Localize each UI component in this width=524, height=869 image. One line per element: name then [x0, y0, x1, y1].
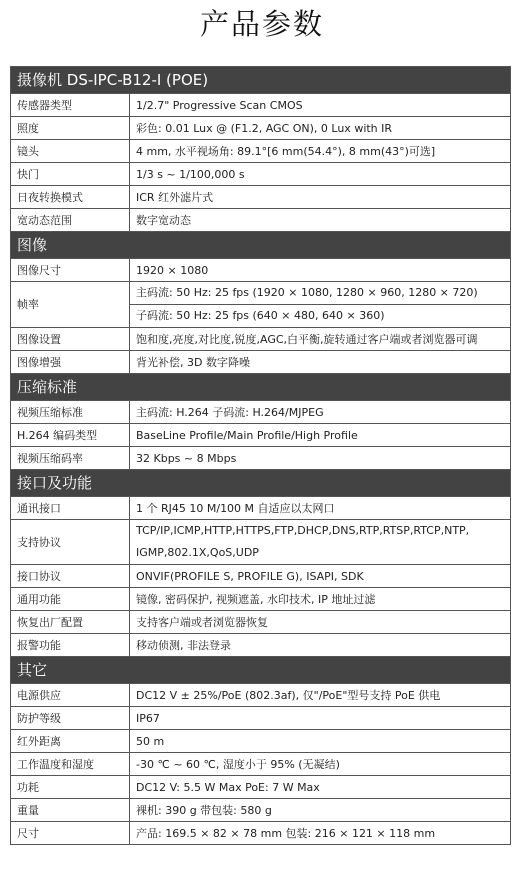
spec-label: 防护等级 — [11, 707, 130, 730]
spec-row — [11, 776, 511, 799]
spec-value: 彩色: 0.01 Lux @ (F1.2, AGC ON), 0 Lux with IR — [130, 117, 511, 140]
section-title: 接口及功能 — [11, 470, 511, 497]
section-header — [11, 232, 511, 259]
spec-label: 图像设置 — [11, 328, 130, 351]
spec-row — [11, 186, 511, 209]
spec-value — [130, 282, 511, 328]
spec-row — [11, 611, 511, 634]
spec-row — [11, 94, 511, 117]
section-header — [11, 470, 511, 497]
spec-row — [11, 565, 511, 588]
spec-row — [11, 497, 511, 520]
spec-label: 图像增强 — [11, 351, 130, 374]
spec-value: 移动侦测, 非法登录 — [130, 634, 511, 657]
spec-label: 红外距离 — [11, 730, 130, 753]
spec-label: 接口协议 — [11, 565, 130, 588]
spec-value: 背光补偿, 3D 数字降噪 — [130, 351, 511, 374]
spec-value — [130, 520, 511, 565]
spec-value: 饱和度,亮度,对比度,锐度,AGC,白平衡,旋转通过客户端或者浏览器可调 — [130, 328, 511, 351]
page-title: 产品参数 — [199, 7, 324, 41]
spec-value-line: 子码流: 50 Hz: 25 fps (640 × 480, 640 × 360) — [130, 304, 510, 327]
spec-row — [11, 822, 511, 845]
spec-row — [11, 753, 511, 776]
spec-value: 数字宽动态 — [130, 209, 511, 232]
spec-row — [11, 209, 511, 232]
spec-label: 宽动态范围 — [11, 209, 130, 232]
spec-label: 支持协议 — [11, 520, 130, 565]
spec-value-line: TCP/IP,ICMP,HTTP,HTTPS,FTP,DHCP,DNS,RTP,RTSP,RTCP,NTP, — [136, 524, 470, 537]
spec-value: 镜像, 密码保护, 视频遮盖, 水印技术, IP 地址过滤 — [130, 588, 511, 611]
section-header — [11, 67, 511, 94]
spec-label: 照度 — [11, 117, 130, 140]
section-title: 压缩标准 — [11, 374, 511, 401]
spec-label: 重量 — [11, 799, 130, 822]
spec-row — [11, 684, 511, 707]
spec-label: 电源供应 — [11, 684, 130, 707]
section-title: 其它 — [11, 657, 511, 684]
spec-value: 50 m — [130, 730, 511, 753]
spec-value: ONVIF(PROFILE S, PROFILE G), ISAPI, SDK — [130, 565, 511, 588]
spec-value-line: IGMP,802.1X,QoS,UDP — [136, 546, 259, 559]
spec-row — [11, 447, 511, 470]
spec-label: 功耗 — [11, 776, 130, 799]
spec-label: 日夜转换模式 — [11, 186, 130, 209]
spec-value: 产品: 169.5 × 82 × 78 mm 包装: 216 × 121 × 118 mm — [130, 822, 511, 845]
spec-value: DC12 V ± 25%/PoE (802.3af), 仅"/PoE"型号支持 PoE 供电 — [130, 684, 511, 707]
spec-value: 裸机: 390 g 带包装: 580 g — [130, 799, 511, 822]
spec-label: 报警功能 — [11, 634, 130, 657]
spec-row — [11, 424, 511, 447]
spec-label: H.264 编码类型 — [11, 424, 130, 447]
spec-row — [11, 520, 511, 565]
section-title: 图像 — [11, 232, 511, 259]
spec-label: 帧率 — [11, 282, 130, 328]
spec-label: 工作温度和湿度 — [11, 753, 130, 776]
spec-row — [11, 117, 511, 140]
spec-value: 1 个 RJ45 10 M/100 M 自适应以太网口 — [130, 497, 511, 520]
spec-label: 传感器类型 — [11, 94, 130, 117]
spec-label: 镜头 — [11, 140, 130, 163]
spec-value-line: 主码流: 50 Hz: 25 fps (1920 × 1080, 1280 × 960, 1280 × 720) — [136, 286, 478, 299]
spec-value: DC12 V: 5.5 W Max PoE: 7 W Max — [130, 776, 511, 799]
spec-value: 支持客户端或者浏览器恢复 — [130, 611, 511, 634]
spec-value: 32 Kbps ~ 8 Mbps — [130, 447, 511, 470]
spec-row — [11, 634, 511, 657]
spec-value: ICR 红外滤片式 — [130, 186, 511, 209]
spec-value: 4 mm, 水平视场角: 89.1°[6 mm(54.4°), 8 mm(43°)可选] — [130, 140, 511, 163]
spec-row — [11, 163, 511, 186]
spec-label: 快门 — [11, 163, 130, 186]
spec-value: -30 ℃ ~ 60 ℃, 湿度小于 95% (无凝结) — [130, 753, 511, 776]
spec-row — [11, 401, 511, 424]
spec-label: 通用功能 — [11, 588, 130, 611]
spec-row — [11, 351, 511, 374]
spec-row — [11, 328, 511, 351]
spec-row — [11, 140, 511, 163]
spec-row — [11, 730, 511, 753]
spec-row — [11, 282, 511, 328]
spec-table — [10, 66, 511, 845]
spec-value: 1920 × 1080 — [130, 259, 511, 282]
spec-row — [11, 799, 511, 822]
section-header — [11, 657, 511, 684]
spec-label: 恢复出厂配置 — [11, 611, 130, 634]
spec-label: 图像尺寸 — [11, 259, 130, 282]
spec-value: 1/2.7" Progressive Scan CMOS — [130, 94, 511, 117]
spec-label: 视频压缩标准 — [11, 401, 130, 424]
spec-label: 视频压缩码率 — [11, 447, 130, 470]
spec-value: 主码流: H.264 子码流: H.264/MJPEG — [130, 401, 511, 424]
section-header — [11, 374, 511, 401]
spec-label: 尺寸 — [11, 822, 130, 845]
spec-row — [11, 707, 511, 730]
spec-row — [11, 588, 511, 611]
section-title: 摄像机 DS-IPC-B12-I (POE) — [11, 67, 511, 94]
spec-value: BaseLine Profile/Main Profile/High Profile — [130, 424, 511, 447]
spec-row — [11, 259, 511, 282]
spec-label: 通讯接口 — [11, 497, 130, 520]
spec-value: IP67 — [130, 707, 511, 730]
spec-value: 1/3 s ~ 1/100,000 s — [130, 163, 511, 186]
